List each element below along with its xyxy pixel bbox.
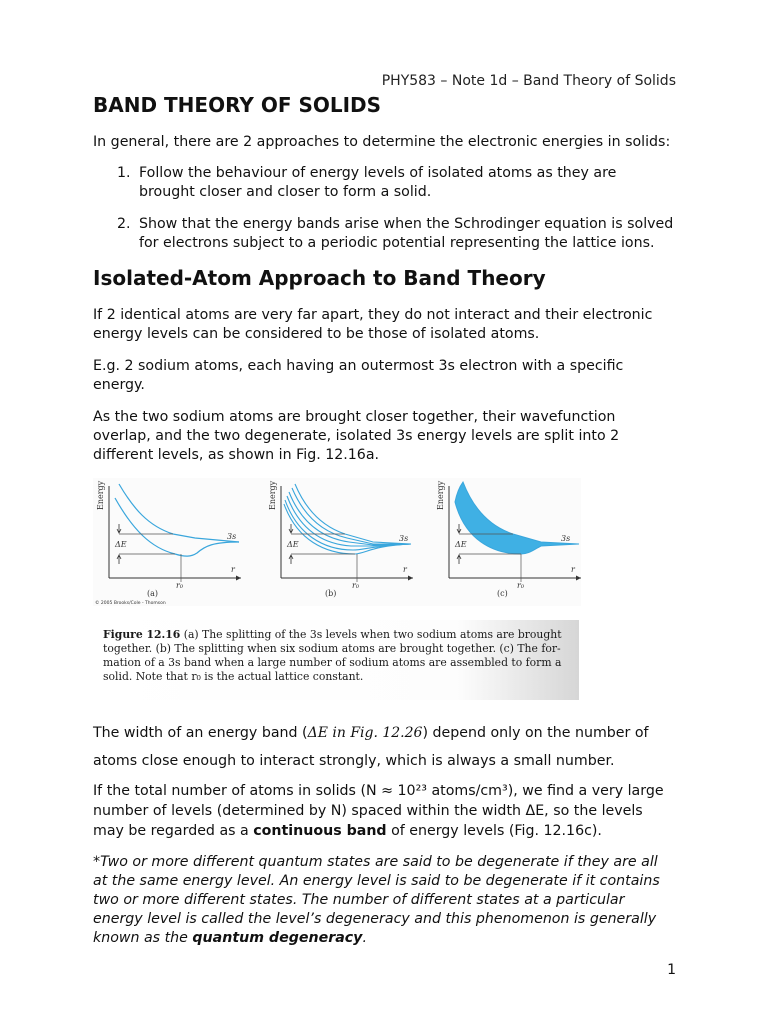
text-fragment: ) depend only on the number of: [422, 725, 649, 741]
r-axis-label: r: [571, 565, 575, 574]
panel-label-a: (a): [147, 589, 159, 598]
text-line: As the two sodium atoms are brought closer together, their wavefunction: [93, 409, 616, 425]
energy-level-diagrams: [93, 478, 581, 606]
caption-label: Figure 12.16: [103, 628, 181, 641]
caption-line: mation of a 3s band when a large number of sodium atoms are assembled to form a: [103, 656, 562, 669]
inline-math: ΔE in Fig. 12.26: [307, 725, 423, 741]
energy-axis-label: Energy: [436, 480, 445, 510]
text-line: different levels, as shown in Fig. 12.16a.: [93, 447, 380, 463]
list-text-line: for electrons subject to a periodic potential representing the lattice ions.: [139, 235, 655, 251]
r-axis-label: r: [231, 565, 235, 574]
list-number: 2.: [117, 216, 131, 232]
caption-line: together. (b) The splitting when six sodium atoms are brought together. (c) The for-: [103, 642, 561, 655]
figure-12-16-diagrams: [93, 478, 581, 606]
delta-e-label: ΔE: [287, 540, 299, 549]
text-fragment: may be regarded as a: [93, 823, 254, 839]
text-line: If 2 identical atoms are very far apart, they do not interact and their electronic: [93, 307, 653, 323]
delta-e-label: ΔE: [115, 540, 127, 549]
energy-axis-label: Energy: [96, 480, 105, 510]
list-item: [93, 164, 683, 202]
text-line: If the total number of atoms in solids (N ≈ 10²³ atoms/cm³), we find a very large: [93, 783, 664, 799]
text-line: energy levels can be considered to be those of isolated atoms.: [93, 326, 540, 342]
r0-label: r₀: [352, 581, 360, 590]
r0-label: r₀: [176, 581, 184, 590]
text-line: atoms close enough to interact strongly, which is always a small number.: [93, 753, 615, 769]
list-text-line: Show that the energy bands arise when the Schrodinger equation is solved: [139, 216, 674, 232]
text-line: energy.: [93, 377, 145, 393]
degeneracy-note: [93, 853, 683, 948]
panel-a: [95, 480, 241, 606]
continuous-band-fill: [455, 482, 579, 554]
level-3s-label: 3s: [399, 534, 409, 543]
delta-e-label: ΔE: [455, 540, 467, 549]
text-line: overlap, and the two degenerate, isolated 3s energy levels are split into 2: [93, 428, 620, 444]
list-number: 1.: [117, 165, 131, 181]
panel-b: [268, 480, 413, 598]
section-title: Isolated-Atom Approach to Band Theory: [93, 266, 546, 290]
running-header: PHY583 – Note 1d – Band Theory of Solids: [381, 73, 676, 89]
panel-label-b: (b): [325, 589, 337, 598]
paragraph-band-width: [93, 719, 683, 775]
text-line: energy level is called the level’s degeneracy and this phenomenon is generally: [93, 911, 657, 927]
list-text-line: Follow the behaviour of energy levels of isolated atoms as they are: [139, 165, 617, 181]
text-line: E.g. 2 sodium atoms, each having an outermost 3s electron with a specific: [93, 358, 624, 374]
energy-axis-label: Energy: [268, 480, 277, 510]
paragraph-continuous-band: [93, 781, 683, 841]
caption-line: solid. Note that r₀ is the actual lattice constant.: [103, 670, 364, 683]
caption-line: (a) The splitting of the 3s levels when two sodium atoms are brought: [183, 628, 562, 641]
text-line: at the same energy level. An energy level is said to be degenerate if it contains: [93, 873, 660, 889]
panel-c: [436, 480, 581, 598]
list-text-line: brought closer and closer to form a solid.: [139, 184, 432, 200]
text-line: *Two or more different quantum states are said to be degenerate if they are all: [93, 854, 658, 870]
paragraph-splitting: [93, 408, 683, 465]
page-title: BAND THEORY OF SOLIDS: [93, 93, 382, 117]
intro-paragraph: In general, there are 2 approaches to determine the electronic energies in solids:: [93, 134, 671, 150]
r-axis-label: r: [403, 565, 407, 574]
list-item: [93, 215, 683, 253]
text-line: number of levels (determined by N) spaced within the width ΔE, so the levels: [93, 803, 643, 819]
panel-label-c: (c): [497, 589, 508, 598]
text-line: two or more different states. The number of different states at a particular: [93, 892, 625, 908]
copyright-label: © 2005 Brooks/Cole - Thomson: [95, 601, 166, 606]
page-number: 1: [667, 962, 676, 978]
figure-caption: [93, 620, 579, 700]
text-fragment: known as the: [93, 930, 193, 946]
paragraph-sodium-example: [93, 357, 683, 395]
paragraph-isolated-atoms: [93, 306, 683, 344]
bold-term: quantum degeneracy: [192, 930, 363, 946]
level-3s-label: 3s: [561, 534, 571, 543]
text-fragment: The width of an energy band (: [93, 725, 308, 741]
bold-term: continuous band: [253, 823, 387, 839]
level-3s-label: 3s: [227, 532, 237, 541]
text-fragment: of energy levels (Fig. 12.16c).: [386, 823, 602, 839]
approach-list: [93, 164, 683, 253]
r0-label: r₀: [517, 581, 525, 590]
text-fragment: .: [362, 930, 367, 946]
